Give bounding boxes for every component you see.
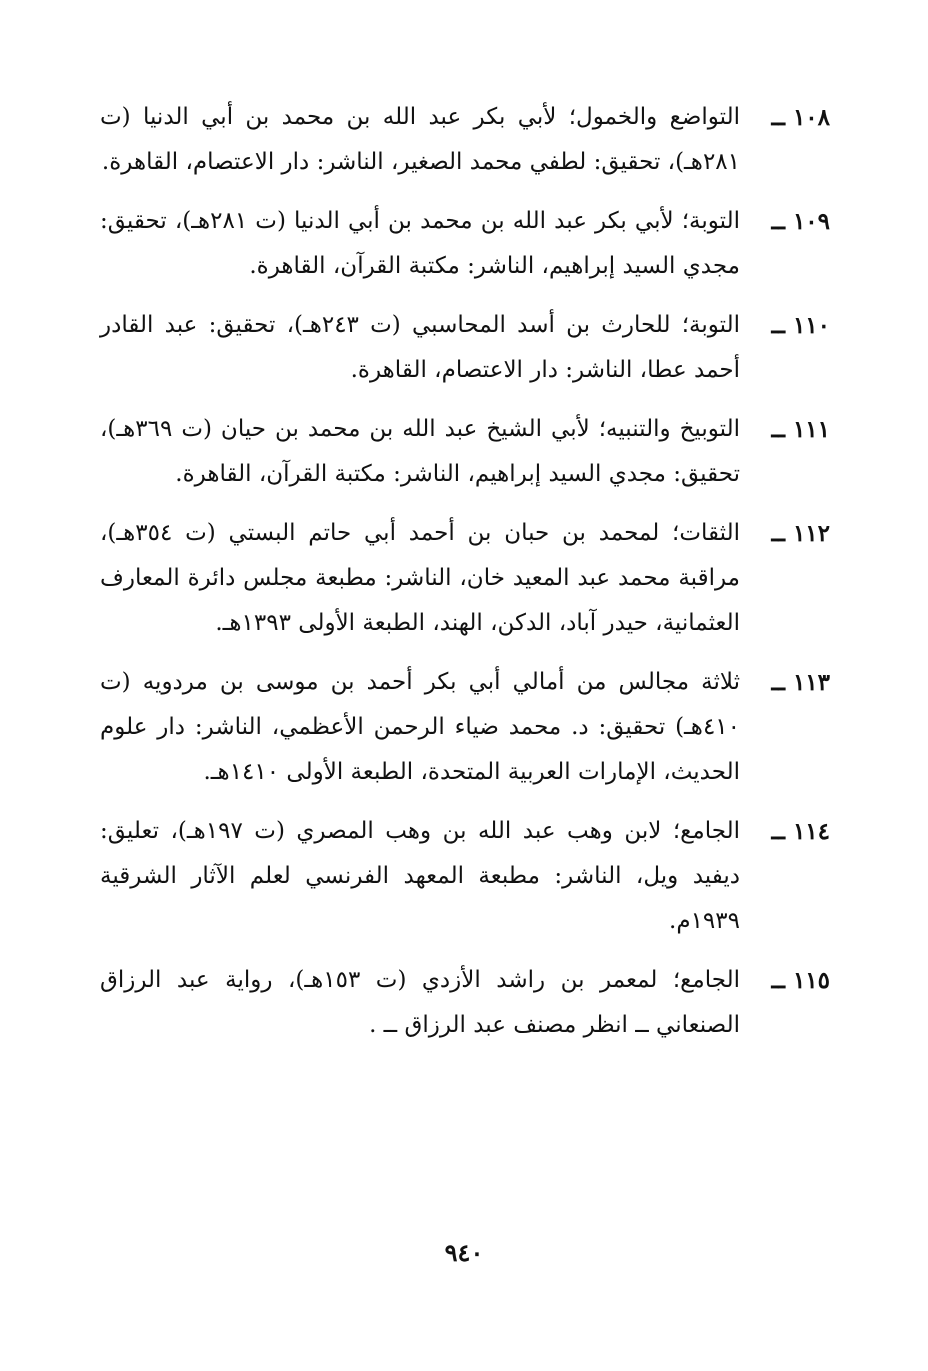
entry-text: التواضع والخمول؛ لأبي بكر عبد الله بن محمد بن أبي الدنيا (ت ٢٨١هـ)، تحقيق: لطفي محمد الصغير، الناشر: دار الاعتصام، القاهرة.: [100, 104, 740, 175]
bibliography-entry: [100, 809, 830, 944]
page-number: ٩٤٠: [444, 1238, 484, 1267]
bibliography-entry: [100, 958, 830, 1048]
entry-text: التوبة؛ لأبي بكر عبد الله بن محمد بن أبي الدنيا (ت ٢٨١هـ)، تحقيق: مجدي السيد إبراهيم، الناشر: مكتبة القرآن، القاهرة.: [100, 208, 740, 279]
bibliography-entry: [100, 199, 830, 289]
entry-number: ١١٤ ــ: [771, 818, 830, 845]
entry-text: ثلاثة مجالس من أمالي أبي بكر أحمد بن موسى بن مردويه (ت ٤١٠هـ) تحقيق: د. محمد ضياء الرحمن الأعظمي، الناشر: دار علوم الحديث، الإمارات العربية المتحدة، الطبعة الأولى ١٤١٠هـ.: [100, 669, 740, 785]
entry-number: ١١٢ ــ: [771, 520, 830, 547]
bibliography-entry: [100, 511, 830, 646]
bibliography-entry: [100, 303, 830, 393]
entry-number: ١٠٨ ــ: [771, 104, 830, 131]
entry-text: الثقات؛ لمحمد بن حبان بن أحمد أبي حاتم البستي (ت ٣٥٤هـ)، مراقبة محمد عبد المعيد خان، الناشر: مطبعة مجلس دائرة المعارف العثمانية، حيدر آباد، الدكن، الهند، الطبعة الأولى ١٣٩٣هـ.: [100, 520, 740, 636]
entry-number: ١١١ ــ: [771, 416, 830, 443]
bibliography-entry: [100, 95, 830, 185]
entry-number: ١٠٩ ــ: [771, 208, 830, 235]
entry-text: التوبيخ والتنبيه؛ لأبي الشيخ عبد الله بن محمد بن حيان (ت ٣٦٩هـ)، تحقيق: مجدي السيد إبراهيم، الناشر: مكتبة القرآن، القاهرة.: [100, 416, 740, 487]
entry-text: الجامع؛ لمعمر بن راشد الأزدي (ت ١٥٣هـ)، رواية عبد الرزاق الصنعاني ــ انظر مصنف عبد الرزاق ــ .: [100, 967, 740, 1038]
entry-text: الجامع؛ لابن وهب عبد الله بن وهب المصري (ت ١٩٧هـ)، تعليق: ديفيد ويل، الناشر: مطبعة المعهد الفرنسي لعلم الآثار الشرقية ١٩٣٩م.: [100, 818, 740, 934]
entry-number: ١١٥ ــ: [771, 967, 830, 994]
entry-number: ١١٠ ــ: [771, 312, 830, 339]
bibliography-entry: [100, 660, 830, 795]
bibliography-entry: [100, 407, 830, 497]
entry-text: التوبة؛ للحارث بن أسد المحاسبي (ت ٢٤٣هـ)، تحقيق: عبد القادر أحمد عطا، الناشر: دار الاعتصام، القاهرة.: [100, 312, 740, 383]
entry-number: ١١٣ ــ: [771, 669, 830, 696]
bibliography-list: [100, 95, 830, 1062]
